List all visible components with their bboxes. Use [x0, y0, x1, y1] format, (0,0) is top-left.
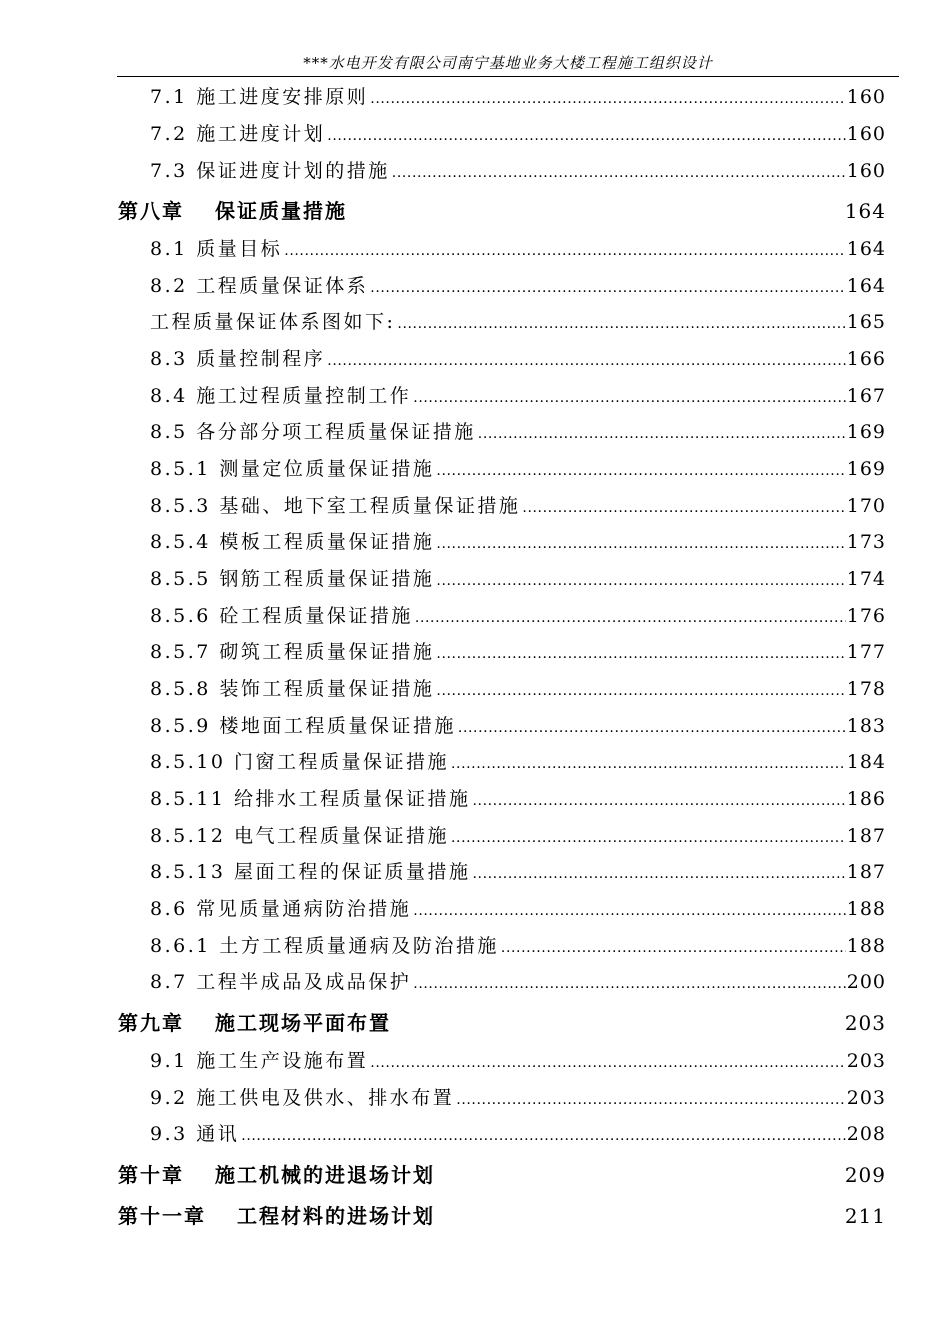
toc-section-entry[interactable]: [150, 748, 886, 776]
toc-page-number: 200: [846, 971, 886, 993]
toc-section-entry[interactable]: [150, 932, 886, 960]
toc-section-entry[interactable]: [150, 120, 886, 148]
toc-dot-leader: [451, 822, 846, 852]
toc-chapter-entry[interactable]: [118, 1161, 886, 1189]
toc-dot-leader: [413, 895, 845, 925]
toc-dot-leader: [472, 858, 845, 888]
toc-page-number: 169: [846, 421, 886, 443]
toc-entry-title: 8.7 工程半成品及成品保护: [150, 971, 412, 993]
toc-dot-leader: [241, 1120, 845, 1150]
toc-entry-title: 8.6 常见质量通病防治措施: [150, 898, 412, 920]
toc-entry-title: 9.1 施工生产设施布置: [150, 1050, 369, 1072]
toc-section-entry[interactable]: [150, 968, 886, 996]
toc-section-entry[interactable]: [150, 1120, 886, 1148]
toc-page-number: 188: [846, 935, 886, 957]
toc-entry-title: 8.5.1 测量定位质量保证措施: [150, 458, 435, 480]
toc-entry-title: 8.5.4 模板工程质量保证措施: [150, 531, 435, 553]
toc-section-entry[interactable]: [150, 1047, 886, 1075]
toc-section-entry[interactable]: [150, 565, 886, 593]
toc-entry-title: 8.5.13 屋面工程的保证质量措施: [150, 861, 471, 883]
toc-entry-title: 9.3 通讯: [150, 1123, 240, 1145]
toc-page-number: 160: [846, 86, 886, 108]
toc-entry-title: 8.5 各分部分项工程质量保证措施: [150, 421, 476, 443]
toc-dot-leader: [501, 932, 846, 962]
toc-dot-leader: [397, 308, 845, 338]
toc-page-number: 211: [844, 1204, 886, 1228]
toc-dot-leader: [451, 748, 846, 778]
toc-entry-title: 8.5.12 电气工程质量保证措施: [150, 825, 449, 847]
toc-dot-leader: [370, 272, 845, 302]
toc-page-number: 203: [846, 1087, 886, 1109]
toc-section-entry[interactable]: [150, 712, 886, 740]
toc-section-entry[interactable]: [150, 308, 886, 336]
running-header: ***水电开发有限公司南宁基地业务大楼工程施工组织设计: [303, 54, 713, 72]
toc-section-entry[interactable]: [150, 492, 886, 520]
toc-dot-leader: [436, 638, 845, 668]
toc-page-number: 160: [846, 160, 886, 182]
toc-page-number: 173: [846, 531, 886, 553]
toc-page-number: 187: [846, 825, 886, 847]
toc-chapter-entry[interactable]: [118, 1009, 886, 1037]
toc-dot-leader: [458, 712, 846, 742]
toc-entry-title: 工程质量保证体系图如下:: [150, 311, 396, 333]
toc-section-entry[interactable]: [150, 455, 886, 483]
toc-dot-leader: [413, 382, 845, 412]
toc-entry-title: 8.5.6 砼工程质量保证措施: [150, 605, 413, 627]
toc-entry-title: 8.3 质量控制程序: [150, 348, 326, 370]
toc-page-number: 164: [846, 238, 886, 260]
toc-page-number: 170: [846, 495, 886, 517]
toc-page-number: 183: [846, 715, 886, 737]
toc-section-entry[interactable]: [150, 528, 886, 556]
toc-entry-title: 8.5.11 给排水工程质量保证措施: [150, 788, 471, 810]
toc-page-number: 166: [846, 348, 886, 370]
toc-section-entry[interactable]: [150, 638, 886, 666]
toc-section-entry[interactable]: [150, 382, 886, 410]
toc-dot-leader: [436, 675, 845, 705]
toc-page-number: 208: [846, 1123, 886, 1145]
toc-dot-leader: [436, 565, 845, 595]
toc-section-entry[interactable]: [150, 675, 886, 703]
toc-page-number: 184: [846, 751, 886, 773]
toc-dot-leader: [522, 492, 845, 522]
toc-section-entry[interactable]: [150, 858, 886, 886]
toc-dot-leader: [436, 528, 845, 558]
toc-entry-title: 8.1 质量目标: [150, 238, 283, 260]
toc-dot-leader: [456, 1084, 845, 1114]
toc-entry-title: 8.4 施工过程质量控制工作: [150, 385, 412, 407]
toc-page-number: 164: [844, 199, 886, 223]
toc-dot-leader: [370, 83, 845, 113]
toc-dot-leader: [472, 785, 845, 815]
toc-section-entry[interactable]: [150, 272, 886, 300]
toc-dot-leader: [370, 1047, 845, 1077]
toc-page-number: 177: [846, 641, 886, 663]
toc-chapter-entry[interactable]: [118, 1202, 886, 1230]
toc-page-number: 160: [846, 123, 886, 145]
toc-page-number: 169: [846, 458, 886, 480]
toc-page-number: 165: [846, 311, 886, 333]
toc-entry-title: 8.5.10 门窗工程质量保证措施: [150, 751, 449, 773]
toc-dot-leader: [284, 235, 845, 265]
toc-dot-leader: [392, 157, 846, 187]
toc-page-number: 176: [846, 605, 886, 627]
toc-dot-leader: [415, 602, 846, 632]
toc-chapter-entry[interactable]: [118, 197, 886, 225]
toc-page-number: 203: [844, 1011, 886, 1035]
toc-entry-title: 8.5.9 楼地面工程质量保证措施: [150, 715, 456, 737]
toc-section-entry[interactable]: [150, 602, 886, 630]
toc-section-entry[interactable]: [150, 1084, 886, 1112]
toc-page-number: 174: [846, 568, 886, 590]
toc-entry-title: 8.5.5 钢筋工程质量保证措施: [150, 568, 435, 590]
toc-entry-title: 第八章 保证质量措施: [118, 199, 347, 223]
toc-section-entry[interactable]: [150, 785, 886, 813]
toc-entry-title: 7.2 施工进度计划: [150, 123, 326, 145]
toc-section-entry[interactable]: [150, 345, 886, 373]
toc-page-number: 187: [846, 861, 886, 883]
toc-section-entry[interactable]: [150, 418, 886, 446]
toc-entry-title: 8.6.1 土方工程质量通病及防治措施: [150, 935, 499, 957]
toc-section-entry[interactable]: [150, 822, 886, 850]
toc-dot-leader: [436, 455, 845, 485]
toc-section-entry[interactable]: [150, 235, 886, 263]
toc-page-number: 186: [846, 788, 886, 810]
toc-page-number: 164: [846, 275, 886, 297]
toc-entry-title: 第十章 施工机械的进退场计划: [118, 1163, 435, 1187]
toc-entry-title: 7.1 施工进度安排原则: [150, 86, 369, 108]
toc-entry-title: 9.2 施工供电及供水、排水布置: [150, 1087, 455, 1109]
toc-page-number: 203: [846, 1050, 886, 1072]
toc-dot-leader: [327, 345, 845, 375]
toc-entry-title: 7.3 保证进度计划的措施: [150, 160, 390, 182]
toc-page-number: 178: [846, 678, 886, 700]
toc-entry-title: 第九章 施工现场平面布置: [118, 1011, 391, 1035]
toc-section-entry[interactable]: [150, 895, 886, 923]
toc-section-entry[interactable]: [150, 157, 886, 185]
toc-entry-title: 8.5.7 砌筑工程质量保证措施: [150, 641, 435, 663]
toc-dot-leader: [327, 120, 845, 150]
toc-section-entry[interactable]: [150, 83, 886, 111]
toc-page-number: 188: [846, 898, 886, 920]
toc-dot-leader: [413, 968, 845, 998]
toc-entry-title: 第十一章 工程材料的进场计划: [118, 1204, 435, 1228]
toc-entry-title: 8.5.3 基础、地下室工程质量保证措施: [150, 495, 521, 517]
toc-page-number: 209: [844, 1163, 886, 1187]
toc-page-number: 167: [846, 385, 886, 407]
toc-entry-title: 8.2 工程质量保证体系: [150, 275, 369, 297]
toc-entry-title: 8.5.8 装饰工程质量保证措施: [150, 678, 435, 700]
toc-dot-leader: [478, 418, 846, 448]
